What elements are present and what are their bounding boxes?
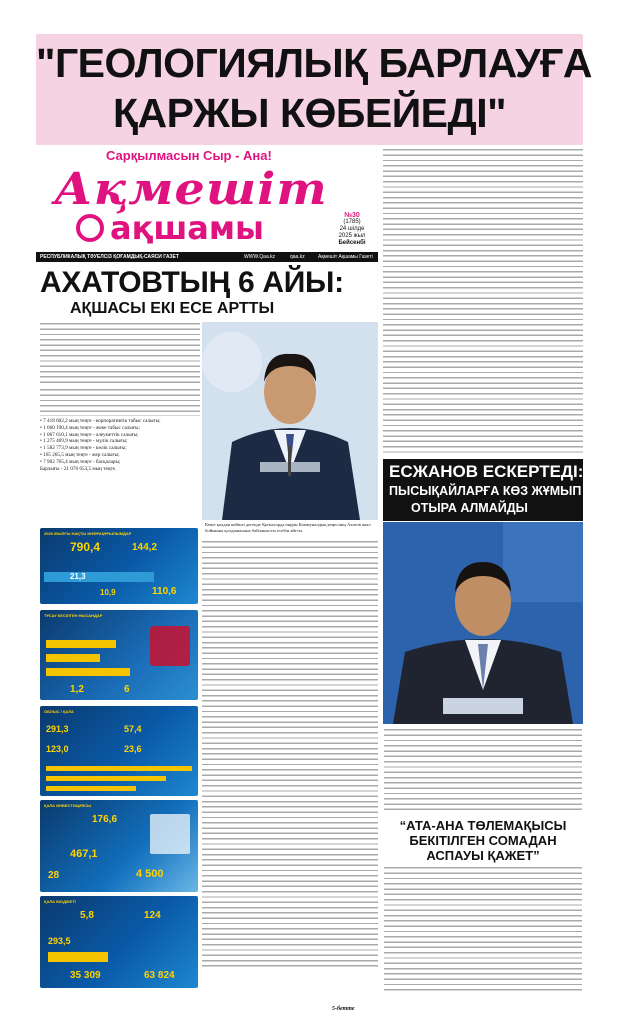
banner-headline-line1: "ГЕОЛОГИЯЛЫҚ БАРЛАУҒА [36,40,593,86]
list-item: • 1 660 190,4 мың теңге - жеке табыс салығы; [40,424,140,431]
infographic-value: 4 500 [136,868,164,880]
tagline: РЕСПУБЛИКАЛЫҚ ТӘУЕЛСІЗ ҚОҒАМДЫҚ-САЯСИ ГАЗЕТ [40,254,179,260]
list-item: • 7 418 602,2 мың теңге - корпоративтік табыс салығы; [40,418,161,424]
infographic-value: 6 [124,684,130,695]
issue-year: 2025 жыл [338,233,366,239]
infographic-2 [40,610,198,700]
issue-total: (1785) [343,219,361,225]
infographic-value: 5,8 [80,910,94,921]
infographic-title: ОБЛЫС / ҚАЛА [44,709,74,714]
infographic-1 [40,528,198,604]
side-headline-line3: ОТЫРА АЛМАЙДЫ [411,501,528,515]
list-item: • 1 067 610,1 мың теңге - әлеуметтік салығы; [40,431,139,438]
headline-banner [36,34,593,145]
main-subheadline: АҚШАСЫ ЕКІ ЕСЕ АРТТЫ [70,300,275,317]
main-article-continued: 5-бетте [332,1006,355,1012]
list-item: • 1 582 773,9 мың теңге - көлік салығы; [40,445,127,452]
main-headline: АХАТОВТЫҢ 6 АЙЫ: [40,266,344,299]
masthead [36,148,378,260]
main-article-body [202,540,378,968]
infographic-value: 10,9 [100,588,116,597]
issue-info [330,212,374,247]
infographic-4 [40,800,198,892]
infographic-value: 57,4 [124,724,142,734]
list-item: • 7 902 765,4 мың теңге - басқалары; [40,458,121,465]
infographic-value: 35 309 [70,970,101,981]
infographic-value: 467,1 [70,848,98,860]
infographic-value: 176,6 [92,814,118,825]
main-article-intro [40,322,200,384]
infographic-value: 144,2 [132,542,158,553]
website[interactable]: WWW.Qaa.kz [244,254,276,260]
issue-number: №30 [344,212,360,219]
issue-date: 24 шілде [339,226,365,232]
side-headline-line2: ПЫСЫҚАЙЛАРҒА КӨЗ ЖҰМЫП [389,484,582,498]
infographic-5 [40,896,198,988]
quote-headline [383,818,583,863]
footer-name: Ақмешіт Ақшамы Газеті [318,254,373,260]
right-text-column [383,148,583,456]
side-article-header [383,459,583,521]
quote-article-body [384,866,582,992]
list-item: • 1 275 469,9 мың теңге - мүлік салығы; [40,438,128,445]
infographic-value: 28 [48,870,60,881]
side-article-body [384,728,582,814]
esjanov-photo [383,522,583,724]
main-article-before-list [40,388,200,416]
infographic-value: 293,5 [48,936,71,946]
masthead-title-top: Ақмешіт [54,164,328,215]
quote-headline-line2: БЕКІТІЛГЕН СОМАДАН [409,833,557,848]
quote-headline-line3: АСПАУЫ ҚАЖЕТ” [426,848,540,863]
akhatov-photo [202,322,378,520]
infographic-title: ҚАЛА ИНВЕСТИЦИЯСЫ [44,803,92,808]
infographic-title: ТҰСАУ КЕСІЛГЕН НЫСАНДАР [44,613,103,618]
infographic-value: 63 824 [144,970,175,981]
akhatov-portrait-image [202,322,378,520]
infographic-title: ҚАЛА БЮДЖЕТІ [44,899,76,904]
infographic-value: 790,4 [70,540,101,554]
list-item: • 165 265,5 мың теңге - жер салығы; [40,451,120,458]
infographic-value: 291,3 [46,724,69,734]
masthead-logo-mark [76,214,104,242]
main-article-tax-list [40,418,200,472]
infographic-value: 110,6 [152,586,177,597]
infographic-title: 2025 ЖЫЛҒЫ НАҚТЫ ИНФРАҚҰРЫЛЫМДАР [44,531,132,536]
slogan: Сарқылмасын Сыр - Ана! [106,148,272,163]
esjanov-portrait-image [383,522,583,724]
list-total: Барлығы - 21 076 653,5 мың теңге. [40,465,117,472]
banner-headline-line2: ҚАРЖЫ КӨБЕЙЕДІ" [112,90,507,136]
quote-headline-line1: “АТА-АНА ТӨЛЕМАҚЫСЫ [399,818,567,833]
tagline-bar [36,252,378,262]
infographic-value: 1,2 [70,684,84,695]
side-headline-line1: ЕСЖАНОВ ЕСКЕРТЕДІ: [389,462,584,481]
infographic-3 [40,706,198,796]
issue-weekday: Бейсенбі [338,240,366,246]
masthead-title-bottom: ақшамы [110,209,264,247]
akhatov-photo-caption: Кеше қалдан кейінгі дегенде Қызылорда өңірін Коммуналдық кеңесінің Ахатов жыл бойынша қолданысына байланысты есебін айтты. [205,522,371,533]
infographic-value: 23,6 [124,744,142,754]
email[interactable]: qaa.kz [290,254,305,260]
infographic-value: 123,0 [46,744,69,754]
infographic-value: 124 [144,910,161,921]
infographic-value: 21,3 [70,572,86,581]
